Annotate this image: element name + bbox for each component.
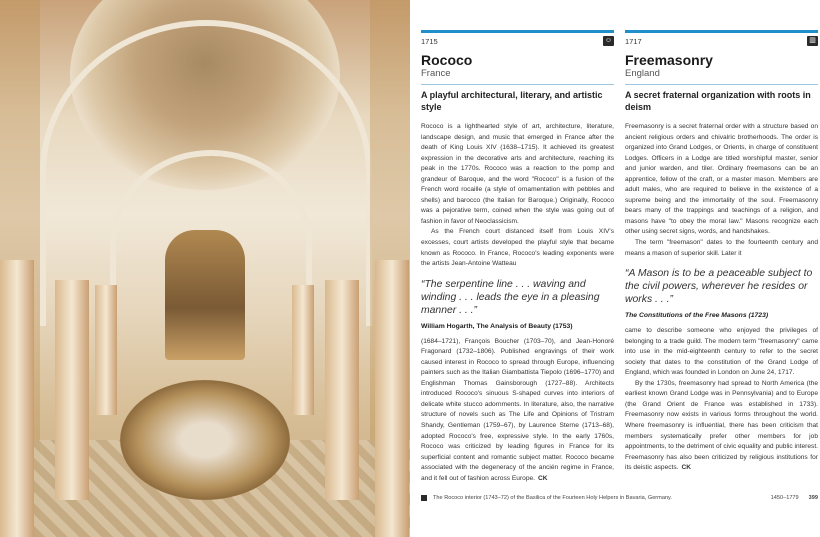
paragraph: The term "freemason" dates to the fourteenth century and means a mason of superior skill. Later it <box>625 239 818 257</box>
pull-quote: “A Mason is to be a peaceable subject to the civil powers, wherever he resides or works . . .” <box>625 268 813 306</box>
text-page <box>421 0 818 508</box>
high-altar <box>165 230 245 360</box>
quote-attribution: The Constitutions of the Free Masons (1723) <box>625 312 769 320</box>
theater-masks-icon: ☺ <box>604 37 613 44</box>
entry-summary: A playful architectural, literary, and artistic style <box>421 90 603 112</box>
entry-place: France <box>421 68 451 79</box>
quote-attribution: William Hogarth, The Analysis of Beauty (1753) <box>421 322 573 330</box>
central-altar <box>120 380 290 500</box>
pull-quote: “The serpentine line . . . waving and winding . . . leads the eye in a pleasing manner . . .” <box>421 278 600 316</box>
entry-date: 1715 <box>421 36 438 46</box>
temple-building-icon: ▥ <box>807 36 818 46</box>
paragraph: Rococo is a lighthearted style of art, architecture, literature, landscape design, and music that emerged in France after the death of King Louis XIV (1638–1715). It achieved its greatest expression in the decorative arts and architecture, reaching its peak in the 1770s. Rococo was a reaction to the pomp and grandeur of Baroque, and the word "Rococo" is a fusion of the French word rocaille (a style of ornamentation with pebbles and shells) and barocco (the Italian for Baroque.) Originally, Rococo was a pejorative term, coined when the style was going out of fashion in favor of Neoclassicism. <box>421 123 614 225</box>
pillar <box>292 285 314 415</box>
paragraph: (1684–1721), François Boucher (1703–70), and Jean-Honoré Fragonard (1732–1806). Published engravings of their work caused interest in Rococo to spread through Europe, influencing painters such as the Italian Giambattista Tiepolo (1696–1770) and Englishman Thomas Gainsborough (1727–88). Architects introduced Rococo's sinuous S-shaped curves into interiors of delicate white stucco adornments. In literature, also, the narrative structure of novels such as The Life and Opinions of Tristram Shandy, Gentleman (1759–67), by Laurence Sterne (1713–68), adopted Rococo's free, expressive style. In the early 1760s, Rococo was criticized by leading figures in France for its superficial content and romantic subject matter. Rococo became associated with the degeneracy of the ancién regime in France, and it fell out of fashion across Europe. <box>421 337 614 482</box>
entry-title: Freemasonry <box>625 52 713 68</box>
pillar <box>95 285 117 415</box>
entry-place: England <box>625 68 660 79</box>
photo-caption: The Rococo interior (1743–72) of the Basilica of the Fourteen Holy Helpers in Bavaria, Germany. <box>433 495 672 502</box>
pillar <box>325 280 359 500</box>
entry-columns <box>421 30 818 484</box>
date-range: 1450–1779 <box>770 495 799 502</box>
divider <box>625 84 818 85</box>
entry-body-continued <box>625 326 818 474</box>
divider <box>421 84 614 85</box>
entry-body-continued <box>421 337 614 485</box>
pillar <box>375 260 409 537</box>
page-number: 399 <box>808 495 818 502</box>
entry-freemasonry <box>625 30 818 484</box>
pillar <box>55 280 89 500</box>
entry-title: Rococo <box>421 52 473 68</box>
paragraph: As the French court distanced itself from Louis XIV's excesses, court artists developed the playful style that became known as Rococo. In France, Rococo's leading exponents were the artists Jean-Antoine Watteau <box>421 228 614 268</box>
paragraph: Freemasonry is a secret fraternal order with a structure based on ancient religious orders and chivalric brotherhoods. The order is organized into Grand Lodges, or Orients, in charge of constituent Lodges. Officers in a Lodge are titled worshipful master, senior and junior warden, and tiler. Ordinary freemasons can be an apprentice, fellow of the craft, or a master mason. Members are adult males, who are required to believe in the existence of a supreme being and the immortality of the soul. Freemasonry bears many of the trappings and teachings of a religion, and masons have "to obey the moral law." Masons recognize each other using secret signs, words, and handshakes. <box>625 123 818 236</box>
author-initials: CK <box>681 464 692 472</box>
page-footer <box>421 494 818 508</box>
caption-marker-icon <box>421 495 427 501</box>
entry-header <box>625 36 818 46</box>
accent-rule <box>625 30 818 33</box>
entry-header <box>421 36 614 46</box>
entry-body <box>421 122 614 270</box>
author-initials: CK <box>538 474 548 482</box>
paragraph: By the 1730s, freemasonry had spread to North America (the earliest known Grand Lodge was in Pennsylvania) and to Europe (the Grand Orient de France was established in 1733). Freemasonry now exists in various forms throughout the world. Where freemasonry is influential, there has been criticism that members systematically prefer other members for job appointments, to the detriment of civic equality and public interest. Freemasonry has also been criticized by religious institutions for its deistic aspects. <box>625 379 818 472</box>
accent-rule <box>421 30 614 33</box>
entry-rococo <box>421 30 614 484</box>
entry-body <box>625 122 818 259</box>
entry-date: 1717 <box>625 36 642 46</box>
paragraph: came to describe someone who enjoyed the privileges of belonging to a trade guild. The modern term "freemasonry" came into use in the mid-eighteenth century to refer to the secret society that dates to the constitution of the Grand Lodge of England, which was founded in London on June 24, 1717. <box>625 327 818 377</box>
pillar <box>0 260 34 537</box>
entry-summary: A secret fraternal organization with roots in deism <box>625 90 811 112</box>
